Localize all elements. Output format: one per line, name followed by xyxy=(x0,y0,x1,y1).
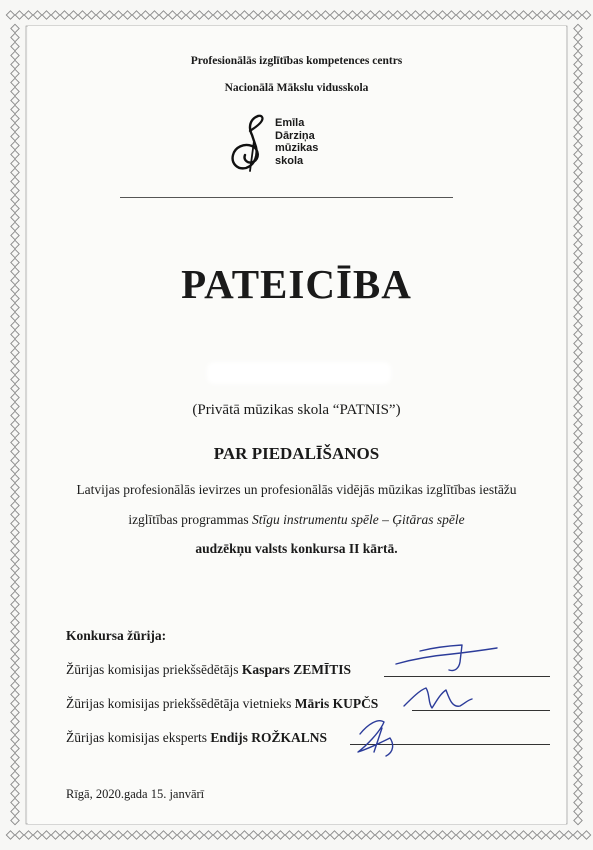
body-line-1: Latvijas profesionālās ievirzes un profesionālās vidējās mūzikas izglītības iestāžu xyxy=(76,482,517,497)
recipient-school: (Privātā mūzikas skola “PATNIS”) xyxy=(192,402,401,418)
treble-clef-icon xyxy=(228,113,274,173)
program-name: Stīgu instrumentu spēle – Ģitāras spēle xyxy=(252,512,465,527)
logo-line-3: mūzikas xyxy=(275,142,319,154)
logo-line-4: skola xyxy=(275,154,304,167)
signature-line xyxy=(412,710,550,711)
logo-line-1: Emīla xyxy=(275,117,305,129)
issue-date: Rīgā, 2020.gada 15. janvārī xyxy=(66,787,205,801)
body-line-3: audzēkņu valsts konkursa II kārtā. xyxy=(195,541,398,556)
certificate-title: PATEICĪBA xyxy=(181,261,412,307)
jury-name: Kaspars ZEMĪTIS xyxy=(241,662,351,677)
org-line-1: Profesionālās izglītības kompetences centrs xyxy=(190,55,403,67)
for-participation-label: PAR PIEDALĪŠANOS xyxy=(213,444,380,463)
header-separator xyxy=(120,197,453,198)
body-line-2 xyxy=(0,512,593,528)
jury-heading: Konkursa žūrija: xyxy=(66,628,167,643)
jury-role: Žūrijas komisijas priekšsēdētājs xyxy=(66,662,242,677)
jury-name: Endijs ROŽKALNS xyxy=(210,730,328,745)
jury-role: Žūrijas komisijas eksperts xyxy=(66,730,211,745)
jury-role: Žūrijas komisijas priekšsēdētāja vietnieks xyxy=(66,696,295,711)
school-logo-text xyxy=(275,117,318,167)
org-line-2: Nacionālā Mākslu vidusskola xyxy=(224,82,369,94)
body-line-2-prefix: izglītības programmas xyxy=(128,512,253,527)
logo-line-2: Dārziņa xyxy=(275,129,315,142)
jury-member-deputy xyxy=(66,696,378,712)
signature-line xyxy=(384,676,550,677)
jury-member-expert xyxy=(66,730,327,746)
signature-line xyxy=(350,744,550,745)
redacted-recipient-name xyxy=(210,365,388,381)
jury-member-chair xyxy=(66,662,351,678)
jury-name: Māris KUPČS xyxy=(294,696,379,711)
